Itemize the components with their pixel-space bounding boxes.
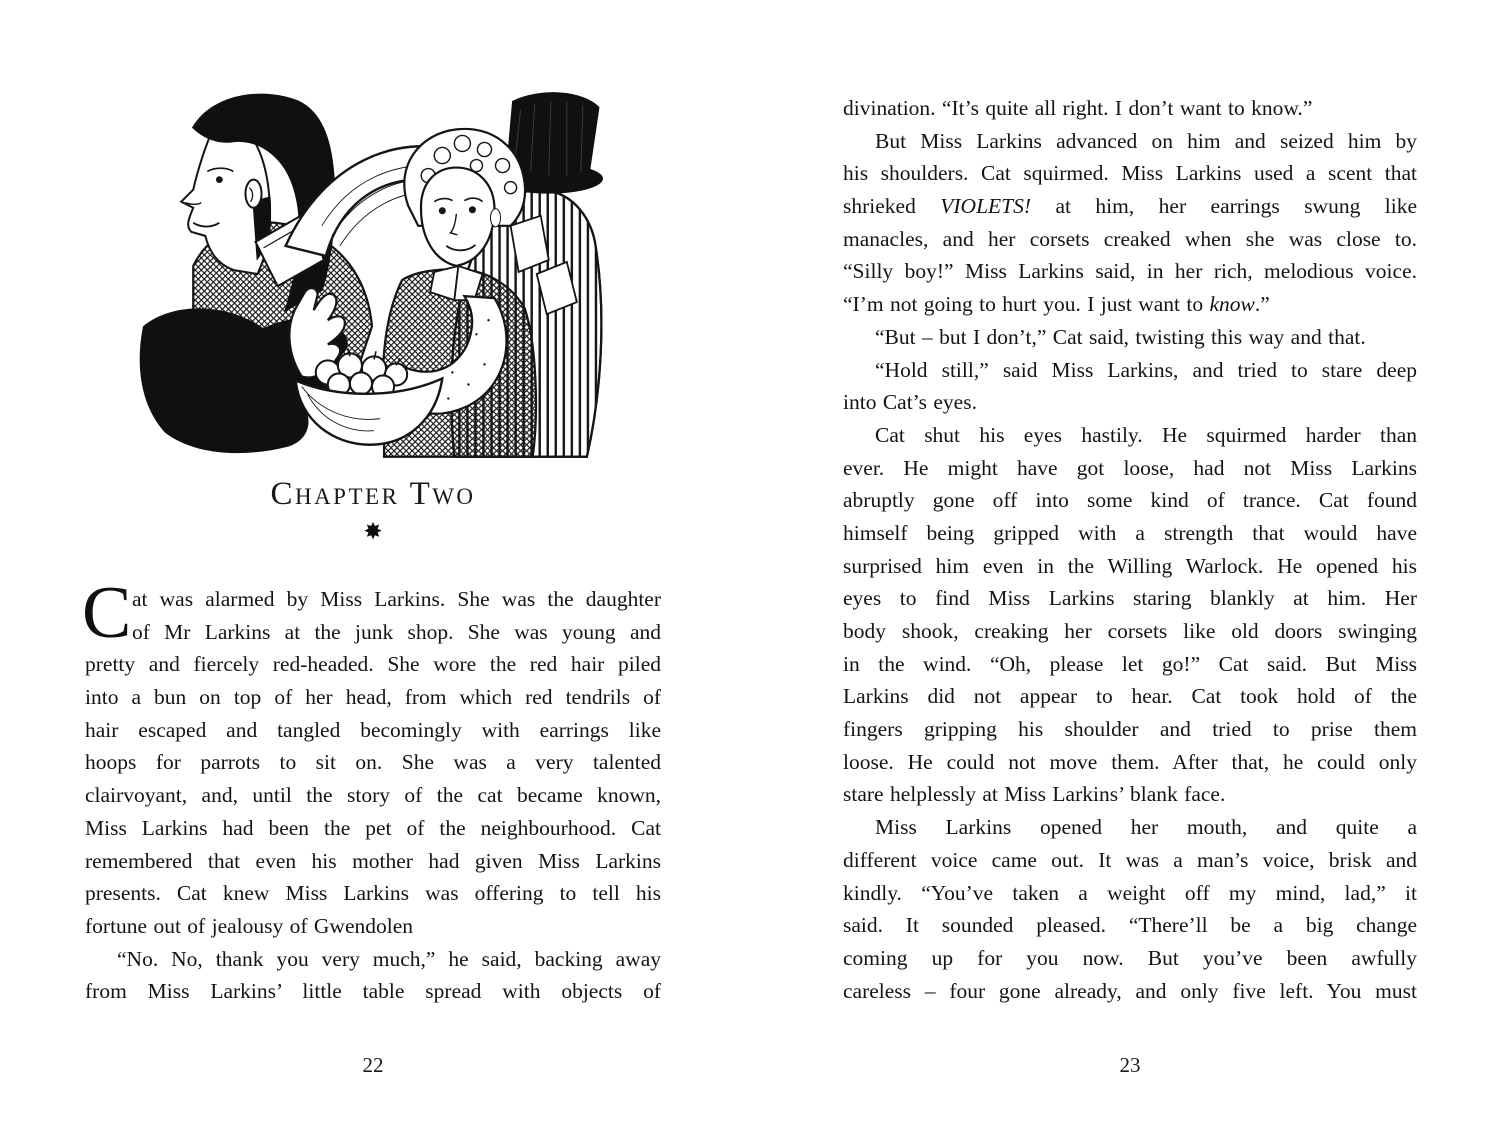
text-line: “No. No, thank you very much,” he said, backing away [117, 946, 661, 971]
chapter-heading: Chapter Two [270, 476, 476, 512]
text-line: coming up for you now. But you’ve been awfully [843, 945, 1417, 970]
chapter-illustration-drawing [135, 82, 607, 458]
text-line: clairvoyant, and, until the story of the cat became known, [85, 783, 661, 808]
page-number-left: 22 [362, 1053, 384, 1077]
text-line: of Mr Larkins at the junk shop. She was young and [132, 619, 661, 644]
text-line: eyes to find Miss Larkins staring blankly at him. Her [843, 586, 1417, 611]
text-line: kindly. “You’ve taken a weight off my mind, lad,” it [843, 880, 1417, 905]
text-line: divination. “It’s quite all right. I don’t want to know.” [843, 96, 1313, 120]
left-text-column [82, 572, 661, 1008]
text-line: ever. He might have got loose, had not Miss Larkins [843, 455, 1417, 480]
text-line: stare helplessly at Miss Larkins’ blank face. [843, 782, 1226, 807]
text-line: different voice came out. It was a man’s voice, brisk and [843, 847, 1417, 872]
page-number-right: 23 [1119, 1053, 1141, 1077]
drop-cap: C [82, 572, 132, 654]
text-line: at was alarmed by Miss Larkins. She was the daughter [132, 587, 661, 611]
text-line: Larkins did not appear to hear. Cat took hold of the [843, 684, 1417, 709]
page-left [82, 0, 661, 1137]
text-line: manacles, and her corsets creaked when she was close to. [843, 226, 1417, 251]
text-line: “I’m not going to hurt you. I just want to know.” [843, 292, 1270, 317]
text-line: body shook, creaking her corsets like old doors swinging [843, 619, 1417, 643]
text-line: himself being gripped with a strength that would have [843, 520, 1417, 545]
text-line: said. It sounded pleased. “There’ll be a big change [843, 913, 1417, 938]
text-line: surprised him even in the Willing Warlock. He opened his [843, 553, 1417, 578]
text-line: fortune out of jealousy of Gwendolen [85, 913, 414, 938]
text-line: into a bun on top of her head, from which red tendrils of [85, 685, 661, 710]
chapter-illustration [135, 82, 607, 458]
text-line: in the wind. “Oh, please let go!” Cat said. But Miss [843, 651, 1417, 676]
text-line: “But – but I don’t,” Cat said, twisting this way and that. [875, 324, 1366, 349]
text-line: “Silly boy!” Miss Larkins said, in her rich, melodious voice. [843, 259, 1417, 284]
text-line: “Hold still,” said Miss Larkins, and tried to stare deep [875, 357, 1417, 382]
text-line: fingers gripping his shoulder and tried to prise them [843, 717, 1417, 742]
text-line: abruptly gone off into some kind of trance. Cat found [843, 488, 1417, 513]
text-line: his shoulders. Cat squirmed. Miss Larkins used a scent that [843, 161, 1417, 186]
text-line: shrieked VIOLETS! at him, her earrings swung like [843, 194, 1417, 219]
text-line: remembered that even his mother had given Miss Larkins [85, 848, 661, 873]
text-line: hoops for parrots to sit on. She was a very talented [85, 750, 661, 775]
text-line: Cat shut his eyes hastily. He squirmed harder than [875, 422, 1417, 447]
text-line: from Miss Larkins’ little table spread with objects of [85, 979, 661, 1004]
text-line: Miss Larkins had been the pet of the neighbourhood. Cat [85, 815, 661, 840]
right-text-column [843, 92, 1417, 1007]
page-right [843, 0, 1417, 1137]
text-line: hair escaped and tangled becomingly with earrings like [85, 717, 661, 742]
text-line: careless – four gone already, and only five left. You must [843, 978, 1417, 1003]
text-line: But Miss Larkins advanced on him and seized him by [875, 128, 1417, 153]
chapter-ornament-icon: ✸ [363, 519, 383, 545]
text-line: loose. He could not move them. After that, he could only [843, 749, 1417, 774]
text-line: pretty and fiercely red-headed. She wore the red hair piled [85, 652, 661, 677]
text-line: presents. Cat knew Miss Larkins was offering to tell his [85, 881, 661, 906]
text-line: Miss Larkins opened her mouth, and quite a [875, 815, 1417, 840]
text-line: into Cat’s eyes. [843, 390, 977, 415]
